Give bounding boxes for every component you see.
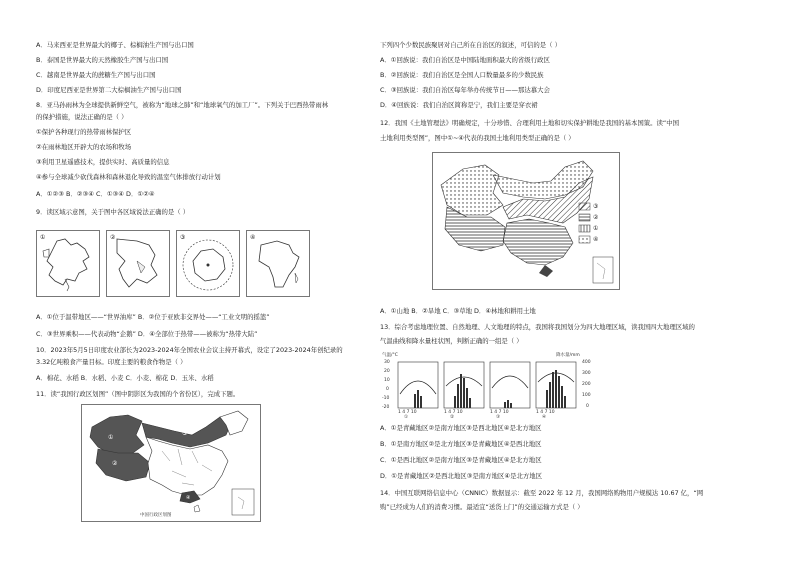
q8-item-2: ②在雨林地区开辟大的农场和牧场 (36, 143, 132, 151)
q13-month-labels: 1 4 7 10 (490, 410, 509, 415)
q13-chart-label-1: ① (404, 415, 409, 420)
q12-stem-line1: 12．我国《土地管理法》明确规定，十分珍惜、合理利用土地和切实保护耕地是我国的基本国策。读“中国 (380, 119, 680, 127)
q14-stem-line1: 14．中国互联网络信息中心（CNNIC）数据显示：截至 2022 年 12 月，我国网络购物用户规模达 10.67 亿，“网 (380, 489, 704, 497)
q7-option-c: C．越南是世界最大的蔗糖生产国与出口国 (36, 71, 156, 79)
q8-item-3: ③利用卫星遥感技术，提供实时、高质量的信息 (36, 158, 170, 166)
q9-map-label-4: ④ (250, 234, 256, 241)
q13-tick-right: 0 (586, 404, 589, 409)
q13-option-b: B．①是南方地区②是北方地区③是青藏地区④是西北地区 (380, 440, 542, 448)
q12-legend-label-2: ② (593, 214, 599, 221)
q11-map-label-3: ③ (182, 430, 188, 437)
q9-stem: 9．读区域示意图，关于图中各区域说法正确的是（ ） (36, 208, 190, 216)
q11b-option-d: D．④回族说：我们自治区简称是宁，我们主要是穿衣裙 (380, 101, 538, 109)
q13-climate-charts (380, 352, 600, 414)
q13-option-a: A．①是青藏地区②是南方地区③是西北地区④是北方地区 (380, 424, 542, 432)
q11-china-map (81, 404, 261, 522)
q9-map-middle-east (106, 230, 170, 297)
q11b-option-a: A．①回族说：我们自治区是中国陆地面积最大的省级行政区 (380, 56, 550, 64)
q9-options-row2: C．③世界乘积——代表动物“企鹅” D．④全部位于热带——被称为“热带大陆” (36, 330, 258, 338)
q9-options-row1: A．①位于温带地区——“世界油库” B．②位于亚欧非交界处——“工业文明的摇篮” (36, 313, 270, 321)
q12-stem-line2: 土地利用类型图”，图中①~④代表的我国土地利用类型正确的是（ ） (380, 134, 575, 142)
q13-tick-left: -10 (382, 396, 390, 401)
q8-item-4: ④参与全球减少砍伐森林和森林退化导致的温室气体排放行动计划 (36, 173, 221, 181)
q8-stem-line1: 8．亚马孙雨林为全球提供新鲜空气，被称为“地球之肺”和“地球氧气的加工厂”。下列关于巴西热带雨林 (36, 101, 329, 109)
q13-tick-left: 20 (384, 369, 390, 374)
q13-tick-left: 10 (384, 378, 390, 383)
q9-map-europe (36, 230, 100, 297)
q11b-option-b: B．②回族说：我们自治区是全国人口数量最多的少数民族 (380, 71, 544, 79)
q11b-option-c: C．③回族说：我们自治区每年举办传统节日——那达慕大会 (380, 86, 550, 94)
q10-stem-line2: 3.32亿吨粮食产量目标。印度主要的粮食作物是（ ） (36, 358, 187, 366)
q8-item-1: ①保护各种现行的热带雨林保护区 (36, 128, 132, 136)
q7-option-b: B．泰国是世界最大的天然橡胶生产国与出口国 (36, 56, 169, 64)
q13-chart-label-3: ③ (496, 415, 501, 420)
q9-map-label-2: ② (110, 234, 116, 241)
q11-stem: 11．读“我国行政区划图”（图中阴影区为我国的个省份区），完成下题。 (36, 390, 240, 398)
q9-map-label-3: ③ (180, 234, 186, 241)
q11-map-label-1: ① (108, 434, 114, 441)
q12-legend-label-3: ① (593, 225, 599, 232)
q13-tick-right: 400 (582, 360, 591, 365)
q11-map-label-2: ② (112, 460, 118, 467)
q10-stem-line1: 10．2023年5月5日印度农业部长为2023-2024年全国农业会议主持开幕式，设定了2023-2024年创纪录的 (36, 346, 343, 354)
q13-stem-line2: 气温曲线和降水量柱状图，判断正确的一组是（ ） (380, 337, 523, 345)
q12-legend-label-4: ④ (593, 236, 599, 243)
q13-tick-left: 0 (386, 387, 389, 392)
q13-month-labels: 1 4 7 10 (444, 410, 463, 415)
q12-options: A．①山地 B．②旱地 C．③草地 D．④林地和耕用土地 (380, 307, 536, 315)
q14-stem-line2: 购”已经成为人们的消费习惯。最适宜“送货上门”的交通运输方式是（ ） (380, 503, 584, 511)
q13-tick-right: 200 (582, 382, 591, 387)
q10-options: A．棉花、水稻 B．水稻、小麦 C．小麦、棉花 D．玉米、水稻 (36, 374, 214, 382)
q9-map-antarctica (176, 230, 240, 297)
q13-stem-line1: 13．综合考虑地理位置、自然地理、人文地理的特点，我国将我国划分为四大地理区域，读我国四大地理区域的 (380, 323, 695, 331)
q11b-stem: 下列四个少数民族聚居对自己所在自治区的叙述，可信的是（ ） (380, 41, 561, 49)
q13-chart-label-2: ② (450, 415, 455, 420)
q11-map-label-4: ④ (186, 495, 191, 501)
q13-tick-left: 30 (384, 360, 390, 365)
q9-map-label-1: ① (40, 234, 46, 241)
q13-chart-label-4: ④ (542, 415, 547, 420)
q13-month-labels: 1 4 7 10 (536, 410, 555, 415)
q9-map-africa (246, 230, 310, 297)
q13-option-d: D．①是青藏地区②是西北地区③是南方地区④是北方地区 (380, 472, 543, 480)
q13-axis-right-label: 降水量/mm (556, 353, 580, 358)
q7-option-d: D．印度尼西亚是世界第二大棕榈油生产国与出口国 (36, 86, 182, 94)
q12-land-use-map (432, 152, 620, 290)
q13-tick-right: 100 (582, 393, 591, 398)
q13-option-c: C．①是西北地区②是南方地区③是青藏地区④是北方地区 (380, 456, 542, 464)
q13-tick-right: 300 (582, 371, 591, 376)
q8-options: A．①②③ B．②③④ C．①③④ D．①②④ (36, 190, 155, 198)
q13-tick-left: -20 (382, 405, 390, 410)
q13-month-labels: 1 4 7 10 (398, 410, 417, 415)
q8-stem-line2: 的保护措施，说法正确的是（ ） (36, 113, 128, 121)
q13-axis-left-label: 气温/°C (382, 353, 398, 358)
q7-option-a: A．马来西亚是世界最大的椰子、棕榈油生产国与出口国 (36, 41, 194, 49)
q11-map-caption: 中国行政区划图 (140, 513, 172, 518)
q12-legend-label-1: ③ (593, 203, 599, 210)
